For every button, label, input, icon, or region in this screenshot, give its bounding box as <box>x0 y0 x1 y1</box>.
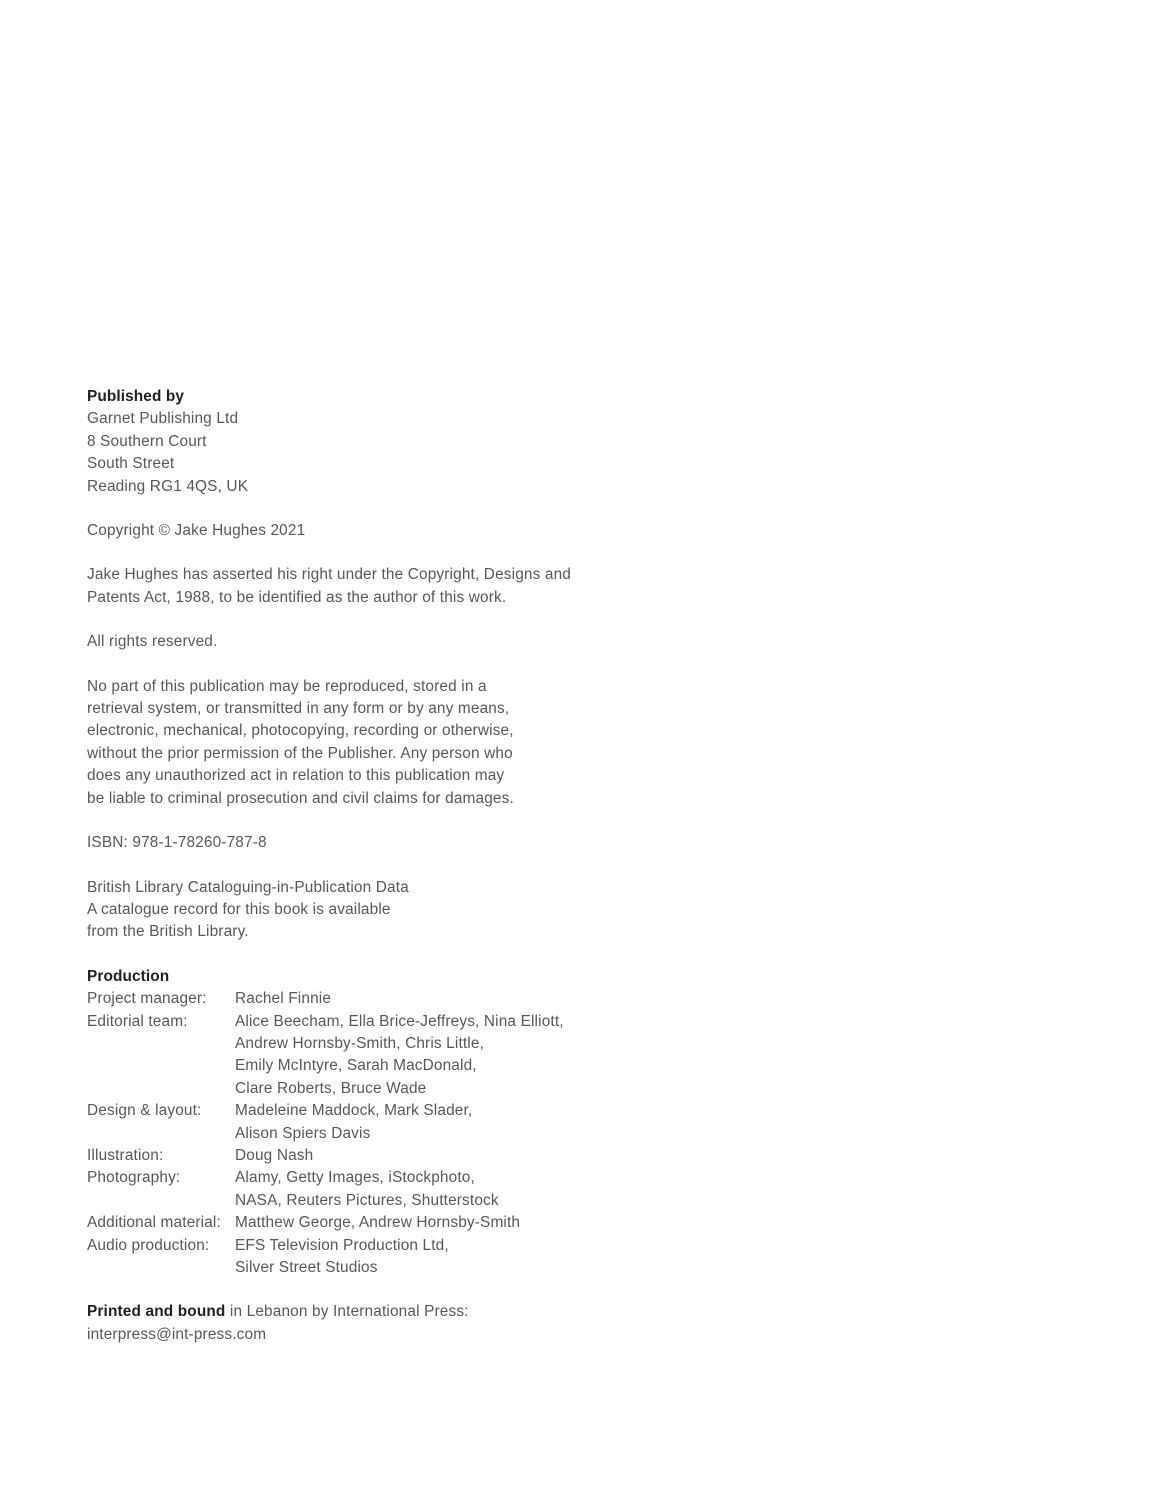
production-credit-row <box>87 1235 564 1280</box>
published-by-heading: Published by <box>87 388 184 405</box>
rights-reserved-block <box>87 631 647 653</box>
publisher-name: Garnet Publishing Ltd <box>87 410 239 428</box>
production-credit-value-line: Clare Roberts, Bruce Wade <box>235 1079 427 1097</box>
reproduction-line-2: retrieval system, or transmitted in any form or by any means, <box>87 700 510 718</box>
production-credit-value-line: Madeleine Maddock, Mark Slader, <box>235 1102 473 1120</box>
production-credit-value-line: EFS Television Production Ltd, <box>235 1236 449 1254</box>
assertion-line-2: Patents Act, 1988, to be identified as the author of this work. <box>87 588 507 606</box>
reproduction-block <box>87 676 647 810</box>
production-credit-label: Audio production: <box>87 1236 210 1254</box>
production-heading: Production <box>87 967 170 985</box>
production-credit-value <box>235 988 564 1010</box>
production-credit-value-line: Silver Street Studios <box>235 1259 378 1276</box>
production-credit-row <box>87 1212 564 1234</box>
rights-reserved-line: All rights reserved. <box>87 633 218 651</box>
publisher-address-line-1: 8 Southern Court <box>87 432 207 450</box>
production-credit-value-line: Alice Beecham, Ella Brice-Jeffreys, Nina Elliott, <box>235 1012 564 1030</box>
production-credits-body <box>87 988 564 1279</box>
cataloguing-line-2: A catalogue record for this book is available <box>87 900 391 918</box>
printing-rest: in Lebanon by International Press: <box>225 1303 469 1321</box>
production-credit-row <box>87 1145 564 1167</box>
production-block <box>87 966 647 1280</box>
copyright-block <box>87 520 647 542</box>
production-credit-label: Photography: <box>87 1169 181 1187</box>
production-credit-row <box>87 1011 564 1101</box>
production-credit-row <box>87 988 564 1010</box>
cataloguing-block <box>87 877 647 944</box>
production-credit-value-line: Alison Spiers Davis <box>235 1124 371 1142</box>
production-credit-row <box>87 1100 564 1145</box>
production-credits-table <box>87 988 564 1279</box>
printing-block <box>87 1301 647 1346</box>
production-credit-value <box>235 1100 564 1145</box>
production-credit-label: Illustration: <box>87 1146 164 1164</box>
production-credit-label: Design & layout: <box>87 1102 202 1120</box>
printer-email: interpress@int-press.com <box>87 1325 267 1343</box>
isbn-block <box>87 832 647 854</box>
publisher-block <box>87 386 647 498</box>
reproduction-line-6: be liable to criminal prosecution and civil claims for damages. <box>87 789 514 807</box>
production-credit-value-line: Alamy, Getty Images, iStockphoto, <box>235 1169 475 1187</box>
production-credit-value-line: NASA, Reuters Pictures, Shutterstock <box>235 1191 499 1209</box>
production-credit-value <box>235 1167 564 1212</box>
assertion-line-1: Jake Hughes has asserted his right under the Copyright, Designs and <box>87 566 572 584</box>
cataloguing-line-1: British Library Cataloguing-in-Publication Data <box>87 878 409 896</box>
isbn-line: ISBN: 978-1-78260-787-8 <box>87 834 267 852</box>
imprint-content <box>87 386 647 1346</box>
production-credit-value <box>235 1212 564 1234</box>
printing-line <box>87 1301 647 1323</box>
reproduction-line-5: does any unauthorized act in relation to this publication may <box>87 767 505 785</box>
production-credit-value-line: Rachel Finnie <box>235 990 332 1008</box>
production-credit-value-line: Matthew George, Andrew Hornsby-Smith <box>235 1214 521 1232</box>
production-credit-value-line: Doug Nash <box>235 1146 314 1164</box>
assertion-block <box>87 564 647 609</box>
production-credit-value-line: Emily McIntyre, Sarah MacDonald, <box>235 1057 477 1075</box>
production-credit-value <box>235 1235 564 1280</box>
production-credit-value-line: Andrew Hornsby-Smith, Chris Little, <box>235 1034 485 1052</box>
reproduction-line-4: without the prior permission of the Publisher. Any person who <box>87 744 513 762</box>
printing-bold-prefix: Printed and bound <box>87 1303 226 1321</box>
production-credit-row <box>87 1167 564 1212</box>
production-credit-label: Additional material: <box>87 1214 221 1232</box>
production-credit-value <box>235 1145 564 1167</box>
production-credit-value <box>235 1011 564 1101</box>
cataloguing-line-3: from the British Library. <box>87 923 249 941</box>
publisher-address-line-2: South Street <box>87 455 175 473</box>
production-credit-label: Editorial team: <box>87 1012 188 1030</box>
production-credit-label: Project manager: <box>87 990 207 1008</box>
reproduction-line-1: No part of this publication may be reproduced, stored in a <box>87 677 487 695</box>
reproduction-line-3: electronic, mechanical, photocopying, recording or otherwise, <box>87 722 514 740</box>
publisher-address-line-3: Reading RG1 4QS, UK <box>87 477 249 495</box>
copyright-notice: Copyright © Jake Hughes 2021 <box>87 522 306 540</box>
